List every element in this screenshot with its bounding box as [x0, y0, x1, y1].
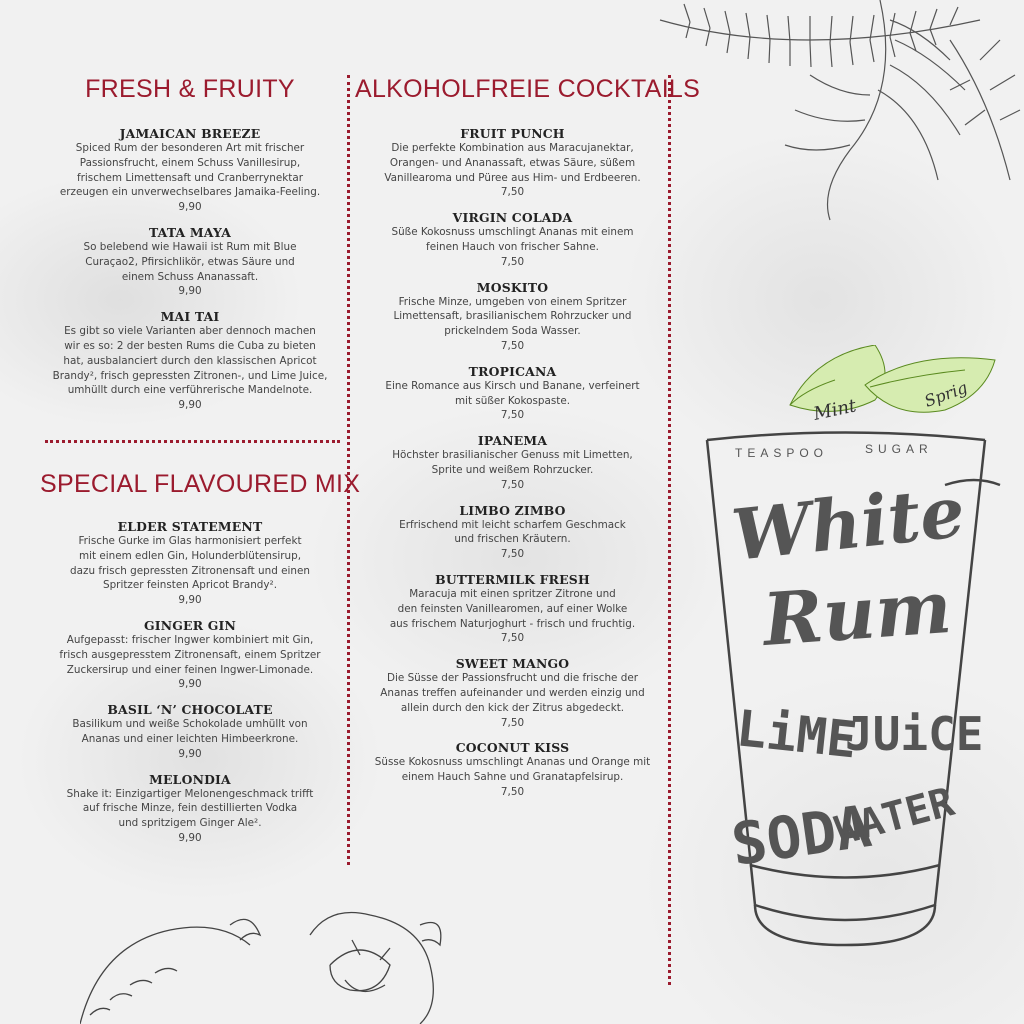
item-description: Basilikum und weiße Schokolade umhüllt von Ananas und einer leichten Himbeerkrone. [72, 718, 308, 745]
item-description: Die perfekte Kombination aus Maracujanektar, Orangen- und Ananassaft, etwas Säure, süßem Vanillearoma und Püree aus Him- und Erdbeeren. [384, 142, 641, 184]
item-description: Die Süsse der Passionsfrucht und die frische der Ananas treffen aufeinander und werden einzig und allein durch den kick der Zitrus abgedeckt. [380, 672, 645, 714]
item-price: 9,90 [178, 399, 202, 412]
menu-item [355, 433, 670, 492]
item-description: Süsse Kokosnuss umschlingt Ananas und Orange mit einem Hauch Sahne und Granatapfelsirup. [374, 756, 651, 784]
item-name: VIRGIN COLADA [452, 210, 573, 226]
item-name: BUTTERMILK FRESH [435, 571, 590, 587]
item-name: COCONUT KISS [455, 740, 570, 756]
item-name: MAI TAI [160, 309, 220, 325]
item-price: 7,50 [500, 409, 525, 422]
item-price: 7,50 [500, 716, 525, 729]
menu-item [355, 503, 670, 562]
menu-item [355, 740, 670, 799]
item-price: 9,90 [178, 594, 202, 607]
menu-item [355, 210, 670, 269]
item-description: So belebend wie Hawaii ist Rum mit Blue Curaçao2, Pfirsichlikör, etwas Säure und einem Schuss Ananassaft. [83, 240, 297, 283]
menu-item [355, 280, 670, 354]
item-description: Maracuja mit einen spritzer Zitrone und den feinsten Vanillearomen, auf einer Wolke aus frischem Naturjoghurt - frisch und fruchtig. [389, 587, 636, 630]
item-description: Frische Minze, umgeben von einem Spritzer Limettensaft, brasilianischem Rohrzucker und prickelndem Soda Wasser. [393, 295, 632, 338]
item-description: Süße Kokosnuss umschlingt Ananas mit einem feinen Hauch von frischer Sahne. [391, 226, 634, 253]
menu-item [40, 772, 340, 846]
item-price: 9,90 [178, 747, 202, 760]
section-title-special-mix: SPECIAL FLAVOURED MIX [40, 470, 361, 498]
menu-item [40, 702, 340, 761]
item-price: 7,50 [500, 785, 525, 798]
item-name: IPANEMA [477, 433, 548, 449]
item-name: TROPICANA [468, 363, 557, 379]
menu-item [40, 126, 340, 215]
menu-item [355, 126, 670, 200]
rim-label-left: TEASPOO [735, 446, 829, 460]
item-price: 9,90 [178, 831, 202, 844]
item-name: ELDER STATEMENT [117, 519, 263, 534]
item-name: GINGER GIN [143, 617, 237, 633]
item-description: Frische Gurke im Glas harmonisiert perfekt mit einem edlen Gin, Holunderblütensirup, dazu frisch gepressten Zitronensaft und einen Spritzer feinsten Apricot Brandy². [70, 535, 310, 592]
word-lime: LiME [733, 699, 860, 770]
word-juice: JUiCE [845, 707, 984, 761]
item-price: 9,90 [178, 678, 202, 691]
rim-label-right: SUGAR [865, 442, 933, 456]
item-price: 7,50 [500, 478, 525, 491]
section-fresh-fruity [40, 75, 340, 413]
palm-leaves-illustration [650, 0, 1024, 230]
item-description: Spiced Rum der besonderen Art mit frischer Passionsfrucht, einem Schuss Vanillesirup, frischem Limettensaft und Cranberrynektar erzeugen ein unverwechselbares Jamaika-Feeling. [59, 142, 321, 199]
script-word-white: White [728, 470, 969, 577]
section-special-mix [40, 470, 361, 846]
leaf-label-mint: Mint [811, 395, 859, 425]
word-soda: SODA [727, 792, 876, 879]
item-price: 9,90 [178, 201, 202, 214]
item-price: 7,50 [500, 548, 525, 561]
item-description: Es gibt so viele Varianten aber dennoch machen wir es so: 2 der besten Rums die Cuba zu bieten hat, ausbalanciert durch den klassischen Apricot Brandy², frisch gepressten Zitronen-, und Lime Juice, umhüllt durch eine verführerische Mandelnote. [52, 325, 328, 397]
section-title-fresh-fruity: FRESH & FRUITY [85, 75, 295, 103]
cocktail-glass-illustration [695, 345, 1015, 985]
script-word-rum: Rum [760, 564, 955, 662]
menu-item [355, 656, 670, 730]
item-price: 7,50 [500, 339, 525, 352]
leaf-label-sprig: Sprig [921, 377, 970, 411]
word-water: WATER [830, 779, 959, 855]
item-name: SWEET MANGO [455, 656, 570, 672]
menu-item [40, 309, 340, 413]
item-description: Höchster brasilianischer Genuss mit Limetten, Sprite und weißem Rohrzucker. [392, 449, 633, 476]
item-price: 7,50 [500, 186, 525, 199]
item-price: 7,50 [500, 632, 525, 645]
item-name: TATA MAYA [148, 224, 232, 240]
item-name: JAMAICAN BREEZE [119, 126, 261, 141]
item-name: MELONDIA [149, 771, 231, 787]
horizontal-divider [45, 440, 340, 443]
item-description: Erfrischend mit leicht scharfem Geschmack und frischen Kräutern. [399, 518, 626, 546]
item-name: BASIL ‘N’ CHOCOLATE [107, 702, 273, 718]
creature-illustration [80, 905, 500, 1024]
menu-item [355, 572, 670, 646]
item-description: Eine Romance aus Kirsch und Banane, verfeinert mit süßer Kokospaste. [385, 379, 640, 407]
section-title-alkoholfrei: ALKOHOLFREIE COCKTAILS [355, 75, 701, 103]
item-name: MOSKITO [476, 279, 549, 295]
section-alkoholfrei [355, 75, 701, 800]
menu-item [40, 225, 340, 299]
item-price: 9,90 [178, 285, 202, 298]
item-name: LIMBO ZIMBO [459, 502, 566, 518]
item-description: Shake it: Einzigartiger Melonengeschmack trifft auf frische Minze, fein destillierten Vodka und spritzigem Ginger Ale². [66, 787, 314, 830]
menu-item [40, 618, 340, 692]
item-name: FRUIT PUNCH [460, 126, 565, 141]
item-description: Aufgepasst: frischer Ingwer kombiniert mit Gin, frisch ausgepresstem Zitronensaft, einem Spritzer Zuckersirup und einer feinen Ingwer-Limonade. [59, 633, 321, 676]
item-price: 7,50 [500, 255, 525, 268]
menu-item [40, 519, 340, 608]
menu-item [355, 364, 670, 423]
